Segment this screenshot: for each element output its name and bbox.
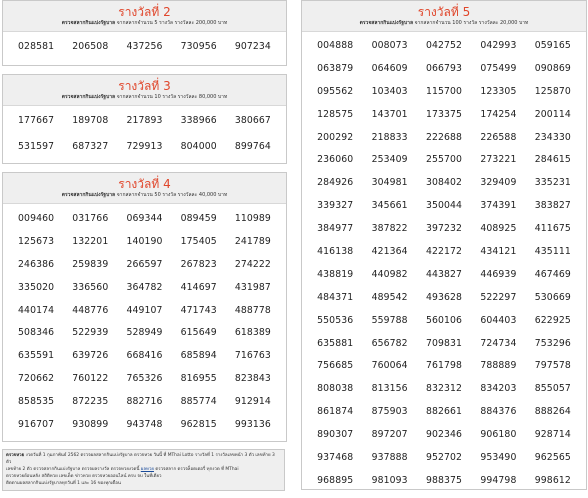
- prize4-number: 175405: [180, 235, 217, 247]
- prize4-row: [9, 213, 280, 236]
- prize5-number: 063879: [317, 62, 354, 74]
- prize4-number: 364782: [126, 281, 163, 293]
- prize4-number: 125673: [18, 235, 55, 247]
- prize5-number: 143701: [371, 108, 408, 120]
- prize5-number: 981093: [371, 474, 408, 486]
- prize3-number: 687327: [72, 141, 109, 152]
- prize5-row: [308, 452, 580, 475]
- prize5-number: 797578: [534, 360, 571, 372]
- prize5-row: [308, 315, 580, 338]
- prize5-number: 761798: [425, 360, 463, 372]
- prize5-number: 875903: [371, 406, 408, 418]
- prize5-row: [308, 86, 580, 109]
- prize2-numbers: [3, 32, 286, 61]
- prize4-number: 882716: [126, 396, 163, 408]
- prize3-number: 189708: [72, 115, 109, 126]
- prize4-number: 335020: [18, 281, 55, 293]
- prize4-number: 943748: [126, 419, 163, 431]
- prize4-row: [9, 259, 280, 282]
- prize5-number: 226588: [480, 131, 517, 143]
- prize4-header: [3, 173, 286, 204]
- prize4-number: 716763: [234, 350, 271, 362]
- prize3-number: 217893: [126, 115, 163, 126]
- prize5-number: 255700: [425, 154, 463, 166]
- prize5-number: 952702: [425, 452, 463, 464]
- prize4-number: 930899: [72, 419, 109, 431]
- prize5-row: [308, 177, 580, 200]
- prize2-number: 437256: [126, 41, 163, 52]
- prize5-number: 329409: [480, 177, 517, 189]
- prize5-number: 897207: [371, 429, 408, 441]
- prize5-number: 438819: [317, 268, 354, 280]
- prize5-header: [302, 1, 586, 32]
- prize4-number: 267823: [180, 258, 217, 270]
- prize5-number: 656782: [371, 337, 408, 349]
- prize5-number: 962565: [534, 452, 571, 464]
- prize4-row: [9, 419, 280, 442]
- prize5-number: 998612: [534, 474, 571, 486]
- prize4-numbers: [3, 204, 286, 442]
- prize3-number: 899764: [234, 141, 271, 152]
- prize5-number: 888264: [534, 406, 571, 418]
- prize5-number: 387822: [371, 223, 408, 235]
- footer-line-1: ตรวจหวย งวดวันที่ 1 กุมภาพันธ์ 2562 ตรวจผลสลากกินแบ่งรัฐบาล ตรวจหวย วันนี้ ที่ MThai Lotto รางวัลที่ 1 รางวัลเลขหน้า 3 ตัว เลขท้าย 3 ตัว: [6, 453, 275, 465]
- prize2-header: [3, 1, 286, 32]
- prize4-subtitle: ตรวจสลากกินแบ่งรัฐบาล จากสลากจำนวน 50 รางวัล รางวัลละ 40,000 บาท: [61, 192, 228, 198]
- prize4-number: 916707: [18, 419, 55, 431]
- prize4-number: 858535: [18, 396, 55, 408]
- prize5-number: 884376: [480, 406, 517, 418]
- prize5-number: 834203: [480, 383, 517, 395]
- prize2-subtitle: ตรวจสลากกินแบ่งรัฐบาล จากสลากจำนวน 5 รางวัล รางวัลละ 200,000 บาท: [61, 20, 228, 26]
- prize5-row: [308, 383, 580, 406]
- prize3-number: 804000: [180, 141, 217, 152]
- prize5-number: 435111: [534, 246, 571, 258]
- prize5-number: 345661: [371, 200, 408, 212]
- prize5-number: 443827: [425, 268, 463, 280]
- prize5-number: 103403: [371, 85, 408, 97]
- prize5-number: 635881: [317, 337, 354, 349]
- prize5-number: 200114: [534, 108, 571, 120]
- prize5-number: 467469: [534, 268, 571, 280]
- prize5-number: 530669: [534, 291, 571, 303]
- prize5-number: 988375: [425, 474, 463, 486]
- prize4-row: [9, 305, 280, 328]
- prize4-number: 685894: [180, 350, 217, 362]
- prize5-number: 200292: [317, 131, 354, 143]
- prize4-number: 962815: [180, 419, 217, 431]
- prize4-row: [9, 236, 280, 259]
- prize2-title: รางวัลที่ 2: [118, 5, 171, 19]
- prize4-number: 336560: [72, 281, 109, 293]
- prize4-row: [9, 373, 280, 396]
- prize4-number: 885774: [180, 396, 217, 408]
- prize4-number: 414697: [180, 281, 217, 293]
- prize5-number: 753296: [534, 337, 571, 349]
- footer-link[interactable]: ผลหวย: [140, 467, 154, 472]
- prize5-number: 174254: [480, 108, 517, 120]
- prize5-number: 308402: [425, 177, 463, 189]
- prize4-number: 639726: [72, 350, 109, 362]
- prize4-number: 912914: [234, 396, 271, 408]
- prize5-number: 756685: [317, 360, 354, 372]
- prize5-row: [308, 406, 580, 429]
- prize4-number: 993136: [234, 419, 271, 431]
- prize4-number: 635591: [18, 350, 55, 362]
- prize4-number: 246386: [18, 258, 55, 270]
- prize4-number: 668416: [126, 350, 163, 362]
- prize3-subtitle: ตรวจสลากกินแบ่งรัฐบาล จากสลากจำนวน 10 รางวัล รางวัลละ 80,000 บาท: [61, 94, 228, 100]
- prize5-number: 064609: [371, 62, 408, 74]
- prize5-number: 446939: [480, 268, 517, 280]
- prize5-number: 115700: [425, 85, 463, 97]
- prize5-row: [308, 429, 580, 452]
- prize2-row: [9, 41, 280, 61]
- prize4-row: [9, 396, 280, 419]
- prize4-number: 522939: [72, 327, 109, 339]
- prize5-subtitle: ตรวจสลากกินแบ่งรัฐบาล จากสลากจำนวน 100 รางวัล รางวัลละ 20,000 บาท: [359, 20, 529, 26]
- prize4-number: 431987: [234, 281, 271, 293]
- prize3-row: [9, 141, 280, 167]
- prize5-number: 128575: [317, 108, 354, 120]
- prize5-number: 902346: [425, 429, 463, 441]
- prize5-number: 622925: [534, 314, 571, 326]
- prize5-number: 374391: [480, 200, 517, 212]
- prize5-title: รางวัลที่ 5: [417, 5, 471, 19]
- prize5-number: 095562: [317, 85, 354, 97]
- prize5-number: 493628: [425, 291, 463, 303]
- prize3-number: 338966: [180, 115, 217, 126]
- prize5-number: 760064: [371, 360, 408, 372]
- prize4-row: [9, 327, 280, 350]
- prize5-number: 075499: [480, 62, 517, 74]
- prize5-number: 434121: [480, 246, 517, 258]
- prize5-number: 550536: [317, 314, 354, 326]
- prize5-row: [308, 223, 580, 246]
- prize4-number: 508346: [18, 327, 55, 339]
- prize5-number: 253409: [371, 154, 408, 166]
- prize4-number: 765326: [126, 373, 163, 385]
- prize5-number: 890307: [317, 429, 354, 441]
- prize3-row: [9, 115, 280, 141]
- prize5-number: 059165: [534, 40, 571, 51]
- prize4-number: 488778: [234, 304, 271, 316]
- prize5-row: [308, 40, 580, 63]
- prize5-number: 411675: [534, 223, 571, 235]
- prize5-number: 222688: [425, 131, 463, 143]
- prize4-number: 528949: [126, 327, 163, 339]
- prize4-number: 440174: [18, 304, 55, 316]
- prize5-number: 855057: [534, 383, 571, 395]
- prize3-number: 531597: [18, 141, 55, 152]
- footer-line-2: เลขท้าย 2 ตัว ตรวจสลากกินแบ่งรัฐบาล ตรวจผลรางวัล ตรวจหวยงวดนี้ ผลหวย ตรวจสลาก ตรวจล็อตเตอรี่ ทุกงวด ที่ MThai: [6, 467, 239, 472]
- prize4-number: 009460: [18, 213, 55, 224]
- prize4-number: 760122: [72, 373, 109, 385]
- prize4-number: 110989: [234, 213, 271, 224]
- prize4-number: 069344: [126, 213, 163, 224]
- prize5-number: 861874: [317, 406, 354, 418]
- prize4-number: 823843: [234, 373, 271, 385]
- prize5-number: 484371: [317, 291, 354, 303]
- prize4-number: 618389: [234, 327, 271, 339]
- prize5-number: 422172: [425, 246, 463, 258]
- prize5-number: 882661: [425, 406, 463, 418]
- prize5-number: 384977: [317, 223, 354, 235]
- prize5-number: 560106: [425, 314, 463, 326]
- prize4-number: 448776: [72, 304, 109, 316]
- prize4-panel: [2, 172, 287, 442]
- prize5-row: [308, 109, 580, 132]
- prize5-row: [308, 292, 580, 315]
- prize5-number: 173375: [425, 108, 463, 120]
- prize4-title: รางวัลที่ 4: [118, 177, 171, 191]
- prize5-row: [308, 269, 580, 292]
- prize5-number: 218833: [371, 131, 408, 143]
- footer-line-3: ตรวจหวยย้อนหลัง สถิติหวย เลขเด็ด ข่าวหวย ตรวจหวยออนไลน์ ครบ จบ ในที่เดียว: [6, 474, 162, 479]
- prize5-row: [308, 246, 580, 269]
- prize4-number: 089459: [180, 213, 217, 224]
- prize5-number: 832312: [425, 383, 463, 395]
- prize5-number: 994798: [480, 474, 517, 486]
- prize2-number: 730956: [180, 41, 217, 52]
- prize4-number: 615649: [180, 327, 217, 339]
- prize5-number: 489542: [371, 291, 408, 303]
- footer-line-4: ติดตามผลสลากกินแบ่งรัฐบาลทุกวันที่ 1 และ 16 ของทุกเดือน: [6, 481, 121, 486]
- prize5-number: 953490: [480, 452, 517, 464]
- prize4-number: 266597: [126, 258, 163, 270]
- prize5-number: 416138: [317, 246, 354, 258]
- prize3-number: 177667: [18, 115, 55, 126]
- prize5-number: 937468: [317, 452, 354, 464]
- prize3-number: 380667: [234, 115, 271, 126]
- prize5-number: 559788: [371, 314, 408, 326]
- prize5-number: 928714: [534, 429, 571, 441]
- prize5-number: 440982: [371, 268, 408, 280]
- prize5-number: 236060: [317, 154, 354, 166]
- prize4-row: [9, 350, 280, 373]
- prize5-number: 383827: [534, 200, 571, 212]
- prize5-row: [308, 475, 580, 498]
- prize5-number: 304981: [371, 177, 408, 189]
- prize5-numbers: [302, 32, 586, 498]
- prize2-panel: [2, 0, 287, 66]
- prize5-number: 004888: [317, 40, 354, 51]
- prize4-number: 872235: [72, 396, 109, 408]
- prize5-number: 042752: [425, 40, 463, 51]
- prize5-number: 008073: [371, 40, 408, 51]
- prize5-number: 090869: [534, 62, 571, 74]
- prize5-number: 709831: [425, 337, 463, 349]
- prize5-number: 284926: [317, 177, 354, 189]
- prize5-number: 968895: [317, 474, 354, 486]
- prize4-number: 720662: [18, 373, 55, 385]
- prize5-panel: [301, 0, 587, 490]
- prize3-title: รางวัลที่ 3: [118, 79, 171, 93]
- prize5-number: 397232: [425, 223, 463, 235]
- prize3-numbers: [3, 106, 286, 167]
- prize3-number: 729913: [126, 141, 163, 152]
- prize5-number: 937888: [371, 452, 408, 464]
- prize3-header: [3, 75, 286, 106]
- footer-description: [2, 449, 285, 491]
- prize5-number: 284615: [534, 154, 571, 166]
- prize5-number: 123305: [480, 85, 517, 97]
- prize5-row: [308, 200, 580, 223]
- prize5-row: [308, 132, 580, 155]
- prize5-number: 273221: [480, 154, 517, 166]
- prize4-number: 449107: [126, 304, 163, 316]
- prize4-row: [9, 282, 280, 305]
- prize4-number: 816955: [180, 373, 217, 385]
- prize5-number: 339327: [317, 200, 354, 212]
- prize4-number: 031766: [72, 213, 109, 224]
- prize5-number: 042993: [480, 40, 517, 51]
- prize3-panel: [2, 74, 287, 164]
- prize5-number: 350044: [425, 200, 463, 212]
- prize4-number: 259839: [72, 258, 109, 270]
- prize4-number: 471743: [180, 304, 217, 316]
- prize5-number: 724734: [480, 337, 517, 349]
- prize5-number: 125870: [534, 85, 571, 97]
- prize5-number: 421364: [371, 246, 408, 258]
- prize5-number: 335231: [534, 177, 571, 189]
- prize2-number: 907234: [234, 41, 271, 52]
- prize4-number: 274222: [234, 258, 271, 270]
- prize5-row: [308, 154, 580, 177]
- prize5-number: 906180: [480, 429, 517, 441]
- prize5-number: 408925: [480, 223, 517, 235]
- prize5-number: 066793: [425, 62, 463, 74]
- prize4-number: 132201: [72, 235, 109, 247]
- prize5-row: [308, 338, 580, 361]
- prize4-number: 241789: [234, 235, 271, 247]
- prize5-number: 788889: [480, 360, 517, 372]
- prize5-number: 522297: [480, 291, 517, 303]
- prize4-number: 140190: [126, 235, 163, 247]
- prize5-number: 604403: [480, 314, 517, 326]
- prize2-number: 028581: [18, 41, 55, 52]
- prize5-row: [308, 63, 580, 86]
- prize5-number: 813156: [371, 383, 408, 395]
- prize5-number: 808038: [317, 383, 354, 395]
- prize5-row: [308, 360, 580, 383]
- prize2-number: 206508: [72, 41, 109, 52]
- prize5-number: 234330: [534, 131, 571, 143]
